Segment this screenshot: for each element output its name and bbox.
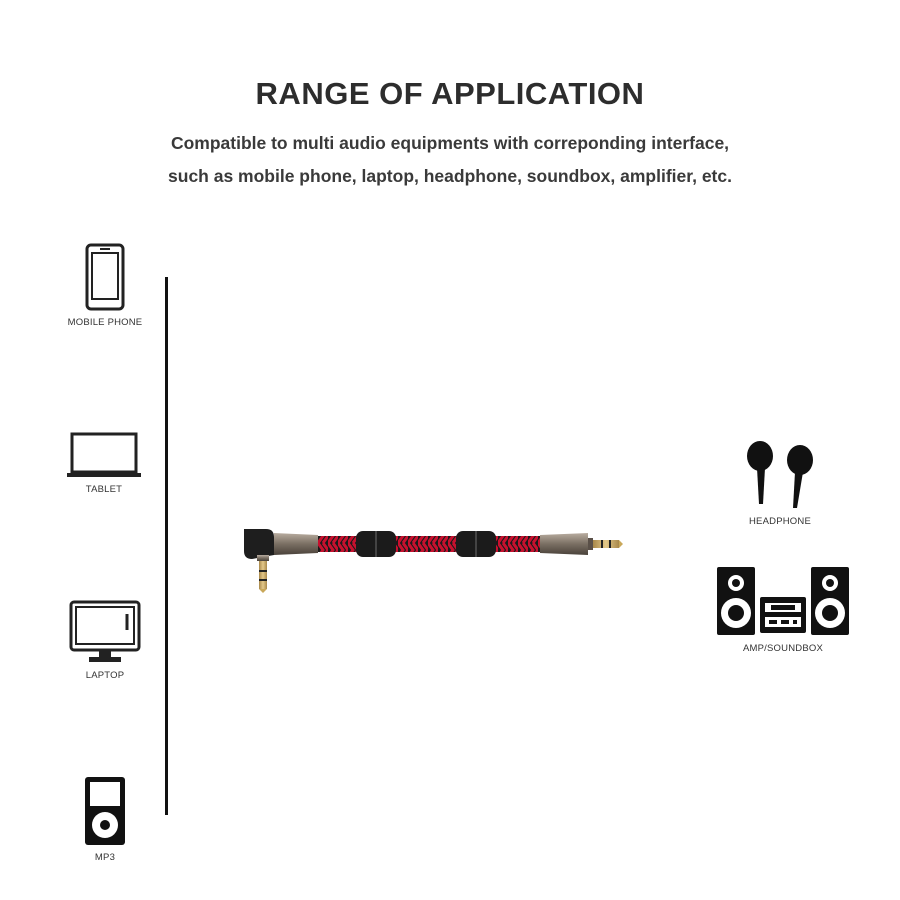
device-amp-soundbox [712,565,854,654]
earphones-icon [743,438,817,510]
device-headphone [725,438,835,527]
device-label-amp-soundbox: AMP/SOUNDBOX [743,643,823,654]
audio-cable-icon [238,515,623,595]
device-tablet [58,432,150,495]
tablet-icon [66,432,142,478]
mp3-player-icon [84,776,126,846]
vertical-divider [165,277,168,815]
mobile-phone-icon [85,243,125,311]
device-label-mp3: MP3 [94,852,116,863]
device-mobile-phone [60,243,150,328]
device-mp3 [60,776,150,863]
device-laptop [60,600,150,681]
device-label-tablet: TABLET [85,484,123,495]
page-title: RANGE OF APPLICATION [255,76,645,111]
subtitle-line-1: Compatible to multi audio equipments with correponding interface, [170,133,730,153]
amp-soundbox-icon [715,565,851,637]
device-label-headphone: HEADPHONE [749,516,811,527]
product-cable-image [238,515,623,600]
device-label-laptop: LAPTOP [85,670,125,681]
device-label-mobile-phone: MOBILE PHONE [67,317,143,328]
laptop-icon [69,600,141,664]
subtitle-line-2: such as mobile phone, laptop, headphone, soundbox, amplifier, etc. [168,166,732,186]
